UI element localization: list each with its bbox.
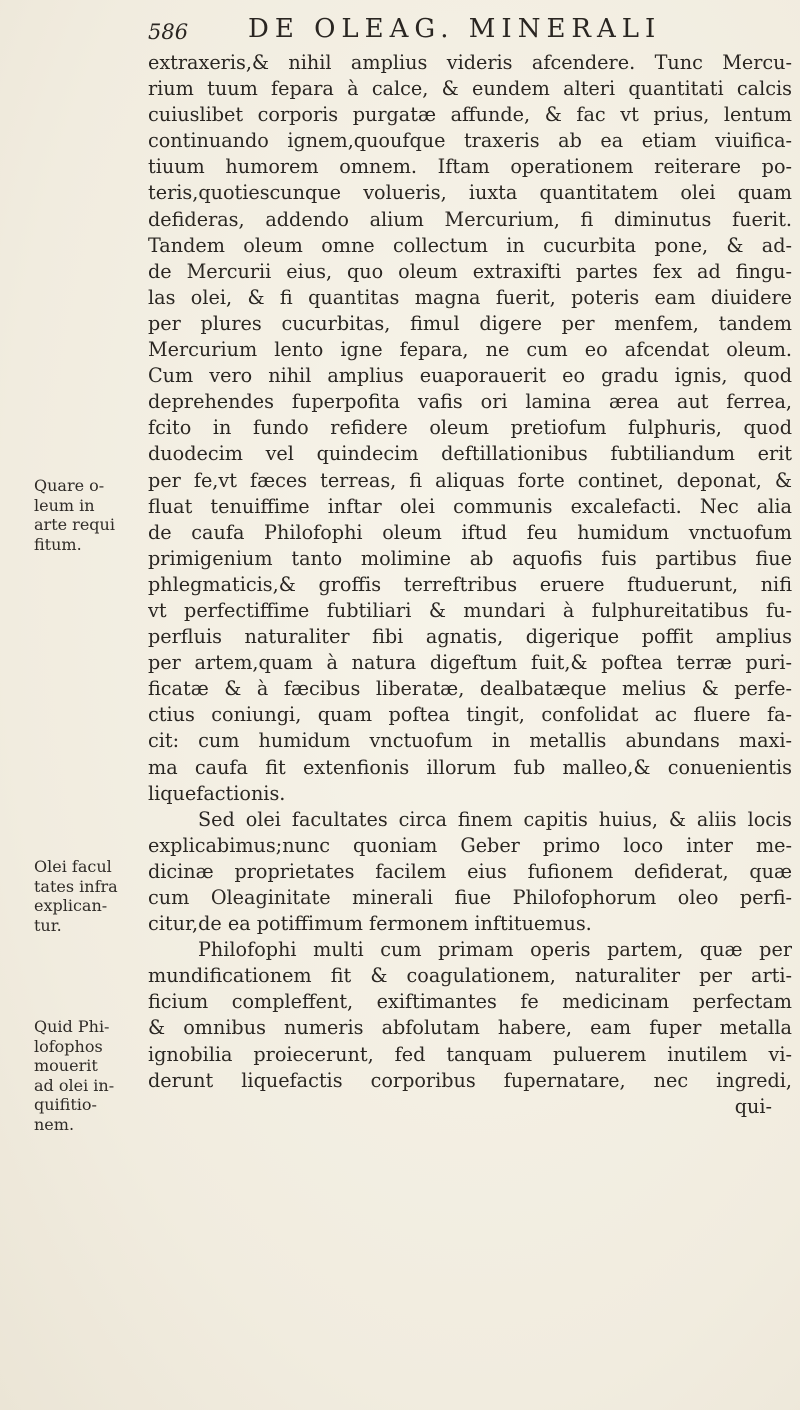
text-line: phlegmaticis,& groffis terreftribus eruere ftuduerunt, nifi [148, 572, 792, 596]
text-line: de Mercurii eius, quo oleum extraxifti partes fex ad fingu- [148, 259, 792, 283]
text-line: per artem,quam à natura digeftum fuit,& poftea terræ puri- [148, 651, 792, 675]
text-line: mundificationem fit & coagulationem, naturaliter per arti- [148, 964, 792, 988]
text-line: continuando ignem,quoufque traxeris ab ea etiam viuifica- [148, 129, 792, 153]
page-number: 586 [148, 20, 189, 44]
text-line: de caufa Philofophi oleum iftud feu humidum vnctuofum [148, 520, 792, 544]
text-line: fcito in fundo refidere oleum pretiofum fulphuris, quod [148, 416, 792, 440]
text-line: cit: cum humidum vnctuofum in metallis abundans maxi- [148, 729, 792, 753]
text-line: Tandem oleum omne collectum in cucurbita pone, & ad- [148, 233, 792, 257]
text-line: ignobilia proiecerunt, fed tanquam puluerem inutilem vi- [148, 1042, 792, 1066]
margin-note-line: explican- [34, 896, 108, 915]
text-line: primigenium tanto molimine ab aquofis fuis partibus fiue [148, 546, 792, 570]
text-line: liquefactionis. [148, 781, 286, 805]
margin-note-line: tur. [34, 915, 62, 935]
margin-note-line: arte requi [34, 515, 115, 534]
text-line: Sed olei facultates circa finem capitis huius, & aliis locis [198, 807, 792, 831]
margin-note-line: tates infra [34, 876, 118, 896]
margin-note-line: nem. [34, 1114, 75, 1134]
text-line: derunt liquefactis corporibus fupernatare, nec ingredi, [148, 1068, 792, 1092]
margin-note-line: Olei facul [34, 857, 112, 876]
margin-note-line: Quid Phi- [34, 1017, 110, 1036]
page-header [148, 10, 788, 54]
text-line: extraxeris,& nihil amplius videris afcendere. Tunc Mercu- [148, 51, 792, 74]
text-line: perfluis naturaliter fibi agnatis, digerique poffit amplius [148, 625, 792, 649]
text-line: per plures cucurbitas, fimul digere per menfem, tandem [148, 311, 792, 335]
text-line: ma caufa fit extenfionis illorum fub malleo,& conuenientis [148, 755, 792, 779]
text-line: & omnibus numeris abfolutam habere, eam fuper metalla [148, 1016, 792, 1040]
catchword: qui- [734, 1094, 772, 1118]
margin-note-line: lofophos [34, 1036, 103, 1056]
text-line: ficium compleffent, exiftimantes fe medicinam perfectam [148, 990, 792, 1014]
margin-note-line: fitum. [34, 534, 82, 554]
text-line: dicinæ proprietates facilem eius fufionem defiderat, quæ [148, 859, 792, 883]
text-line: rium tuum fepara à calce, & eundem alteri quantitati calcis [148, 77, 792, 101]
text-line: defideras, addendo alium Mercurium, fi diminutus fuerit. [148, 207, 792, 231]
text-line: duodecim vel quindecim deftillationibus fubtiliandum erit [148, 442, 792, 466]
margin-note-olei-facultates [34, 857, 142, 935]
text-line: vt perfectiffime fubtiliari & mundari à fulphureitatibus fu- [148, 598, 792, 622]
text-line: fluat tenuiffime inftar olei communis excalefacti. Nec alia [148, 494, 792, 518]
text-line: Cum vero nihil amplius euaporauerit eo gradu ignis, quod [148, 364, 792, 388]
margin-note-quid-philosophos [34, 1017, 142, 1134]
text-line: tiuum humorem omnem. Iftam operationem reiterare po- [148, 155, 792, 179]
text-line: las olei, & fi quantitas magna fuerit, poteris eam diuidere [148, 285, 792, 309]
margin-note-line: mouerit [34, 1056, 98, 1075]
running-title: DE OLEAG. MINERALI [248, 14, 662, 44]
text-line: ficatæ & à fæcibus liberatæ, dealbatæque melius & perfe- [148, 677, 792, 701]
text-line: teris,quotiescunque volueris, iuxta quantitatem olei quam [148, 181, 792, 205]
text-line: explicabimus;nunc quoniam Geber primo loco inter me- [148, 833, 792, 857]
text-line: citur,de ea potiffimum fermonem inftituemus. [148, 912, 592, 936]
text-line: cum Oleaginitate minerali fiue Philofophorum oleo perfi- [148, 886, 792, 909]
text-line: Mercurium lento igne fepara, ne cum eo afcendat oleum. [148, 338, 792, 362]
margin-note-oleum-requisitum [34, 476, 142, 554]
text-line: ctius coniungi, quam poftea tingit, confolidat ac fluere fa- [148, 703, 792, 727]
text-line: per fe,vt fæces terreas, fi aliquas forte continet, deponat, & [148, 468, 792, 492]
margin-note-line: Quare o- [34, 476, 105, 495]
body-text [148, 50, 792, 1120]
text-line: deprehendes fuperpofita vafis ori lamina ærea aut ferrea, [148, 390, 792, 414]
margin-note-line: leum in [34, 495, 95, 515]
margin-note-line: ad olei in- [34, 1075, 115, 1095]
text-line: Philofophi multi cum primam operis partem, quæ per [198, 938, 792, 962]
margin-note-line: quifitio- [34, 1095, 97, 1114]
text-line: cuiuslibet corporis purgatæ affunde, & fac vt prius, lentum [148, 103, 792, 127]
